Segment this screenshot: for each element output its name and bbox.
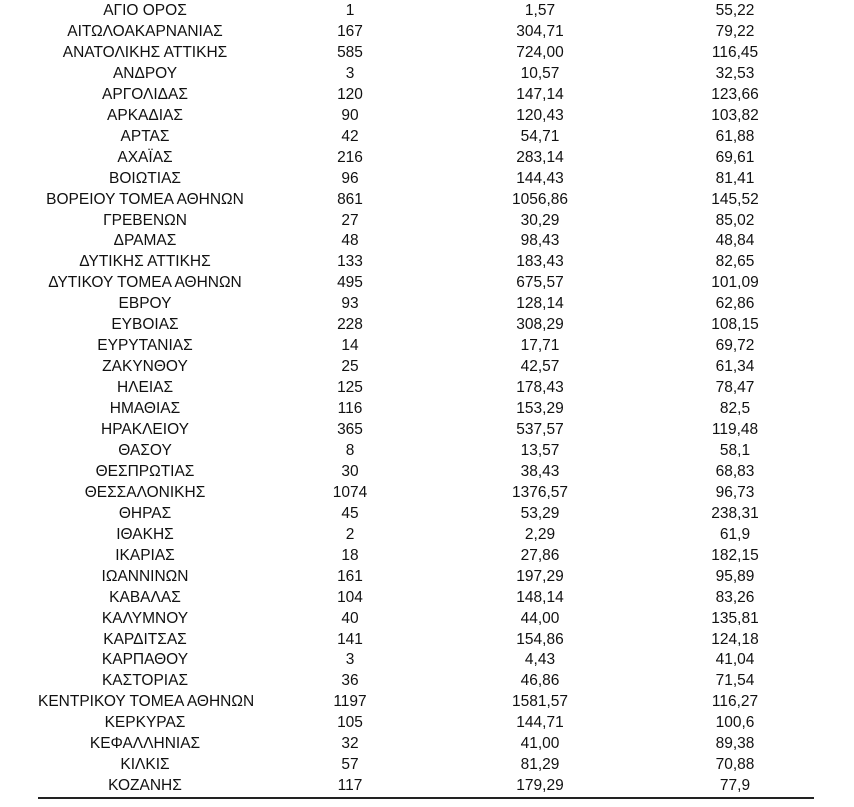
average-cell: 81,29 bbox=[520, 756, 560, 774]
region-cell: ΚΑΣΤΟΡΙΑΣ bbox=[101, 672, 189, 690]
cases-cell: 365 bbox=[337, 421, 363, 438]
region-cell: ΖΑΚΥΝΘΟΥ bbox=[102, 358, 188, 376]
cases-cell: 1074 bbox=[332, 483, 368, 501]
rate-cell: 48,84 bbox=[715, 232, 755, 250]
region-cell: ΔΥΤΙΚΗΣ ΑΤΤΙΚΗΣ bbox=[79, 253, 211, 271]
region-cell: ΚΕΝΤΡΙΚΟΥ ΤΟΜΕΑ ΑΘΗΝΩΝ bbox=[38, 693, 255, 711]
average-cell: 30,29 bbox=[520, 211, 560, 229]
rate-cell: 85,02 bbox=[715, 211, 755, 229]
table-row bbox=[0, 63, 854, 84]
region-cell: ΕΥΡΥΤΑΝΙΑΣ bbox=[97, 337, 193, 355]
rate-cell: 116,45 bbox=[711, 43, 759, 61]
cases-cell: 585 bbox=[337, 43, 363, 61]
average-cell: 1,57 bbox=[524, 2, 556, 19]
rate-cell: 116,27 bbox=[711, 693, 759, 711]
average-cell: 724,00 bbox=[516, 43, 564, 61]
average-cell: 46,86 bbox=[520, 672, 560, 690]
table-row bbox=[0, 293, 854, 314]
rate-cell: 101,09 bbox=[711, 274, 759, 292]
cases-cell: 105 bbox=[337, 714, 363, 732]
cases-cell: 48 bbox=[341, 232, 359, 250]
table-row bbox=[0, 691, 854, 712]
average-cell: 1056,86 bbox=[511, 190, 569, 208]
region-cell: ΚΑΡΠΑΘΟΥ bbox=[101, 651, 189, 669]
average-cell: 44,00 bbox=[520, 609, 560, 627]
average-cell: 38,43 bbox=[520, 462, 560, 480]
cases-cell: 3 bbox=[345, 64, 355, 82]
average-cell: 13,57 bbox=[520, 441, 560, 459]
average-cell: 2,29 bbox=[524, 525, 556, 543]
region-cell: ΑΡΚΑΔΙΑΣ bbox=[107, 106, 183, 124]
rate-cell: 82,65 bbox=[715, 253, 755, 271]
cases-cell: 133 bbox=[337, 253, 363, 271]
cases-cell: 228 bbox=[337, 316, 363, 334]
rate-cell: 100,6 bbox=[715, 714, 755, 732]
cases-cell: 30 bbox=[341, 462, 359, 480]
table-row bbox=[0, 754, 854, 775]
table-bottom-rule bbox=[38, 797, 814, 799]
rate-cell: 62,86 bbox=[715, 295, 755, 313]
table-row bbox=[0, 230, 854, 251]
region-cell: ΑΙΤΩΛΟΑΚΑΡΝΑΝΙΑΣ bbox=[67, 22, 223, 40]
region-cell: ΕΥΒΟΙΑΣ bbox=[111, 316, 179, 334]
cases-cell: 36 bbox=[341, 672, 359, 690]
average-cell: 144,43 bbox=[516, 169, 564, 187]
table-row bbox=[0, 147, 854, 168]
average-cell: 54,71 bbox=[520, 127, 560, 145]
cases-cell: 93 bbox=[341, 295, 359, 313]
region-cell: ΚΑΡΔΙΤΣΑΣ bbox=[103, 630, 187, 648]
rate-cell: 182,15 bbox=[711, 546, 759, 564]
average-cell: 1376,57 bbox=[511, 483, 569, 501]
average-cell: 179,29 bbox=[516, 777, 564, 795]
average-cell: 178,43 bbox=[516, 379, 564, 397]
average-cell: 27,86 bbox=[520, 546, 560, 564]
table-row bbox=[0, 126, 854, 147]
table-row bbox=[0, 84, 854, 105]
average-cell: 154,86 bbox=[516, 630, 564, 648]
region-cell: ΙΘΑΚΗΣ bbox=[116, 525, 174, 543]
cases-cell: 125 bbox=[337, 379, 363, 397]
average-cell: 308,29 bbox=[516, 316, 564, 334]
rate-cell: 124,18 bbox=[711, 630, 759, 648]
cases-cell: 104 bbox=[337, 588, 363, 606]
rate-cell: 32,53 bbox=[715, 64, 755, 82]
region-cell: ΒΟΡΕΙΟΥ ΤΟΜΕΑ ΑΘΗΝΩΝ bbox=[46, 190, 244, 208]
cases-cell: 42 bbox=[341, 127, 359, 145]
table-row bbox=[0, 335, 854, 356]
cases-cell: 8 bbox=[345, 441, 355, 459]
table-row bbox=[0, 189, 854, 210]
average-cell: 10,57 bbox=[520, 64, 560, 82]
region-cell: ΑΝΑΤΟΛΙΚΗΣ ΑΤΤΙΚΗΣ bbox=[62, 43, 228, 61]
rate-cell: 82,5 bbox=[719, 400, 751, 418]
table-row bbox=[0, 377, 854, 398]
rate-cell: 77,9 bbox=[719, 777, 751, 795]
region-cell: ΘΑΣΟΥ bbox=[118, 441, 172, 459]
average-cell: 537,57 bbox=[516, 421, 564, 438]
cases-cell: 1197 bbox=[333, 693, 367, 711]
rate-cell: 119,48 bbox=[711, 421, 759, 438]
rate-cell: 123,66 bbox=[711, 85, 759, 103]
table-row bbox=[0, 168, 854, 189]
average-cell: 17,71 bbox=[520, 337, 560, 355]
region-cell: ΗΡΑΚΛΕΙΟΥ bbox=[101, 421, 189, 438]
rate-cell: 55,22 bbox=[715, 2, 755, 19]
table-row bbox=[0, 42, 854, 63]
table-row bbox=[0, 251, 854, 272]
cases-cell: 3 bbox=[345, 651, 355, 669]
table-row bbox=[0, 210, 854, 231]
average-cell: 98,43 bbox=[520, 232, 560, 250]
table-row bbox=[0, 482, 854, 503]
region-cell: ΑΡΤΑΣ bbox=[120, 127, 170, 145]
region-cell: ΕΒΡΟΥ bbox=[118, 295, 172, 313]
rate-cell: 41,04 bbox=[715, 651, 755, 669]
table-row bbox=[0, 398, 854, 419]
table-row bbox=[0, 503, 854, 524]
rate-cell: 78,47 bbox=[715, 379, 755, 397]
region-cell: ΚΑΛΥΜΝΟΥ bbox=[101, 609, 189, 627]
rate-cell: 69,72 bbox=[715, 337, 755, 355]
cases-cell: 18 bbox=[341, 546, 359, 564]
table-row bbox=[0, 105, 854, 126]
average-cell: 4,43 bbox=[524, 651, 556, 669]
average-cell: 42,57 bbox=[520, 358, 560, 376]
average-cell: 1581,57 bbox=[511, 693, 569, 711]
rate-cell: 61,9 bbox=[719, 525, 751, 543]
average-cell: 53,29 bbox=[520, 504, 560, 522]
rate-cell: 95,89 bbox=[715, 567, 755, 585]
cases-cell: 14 bbox=[341, 337, 359, 355]
rate-cell: 79,22 bbox=[715, 22, 755, 40]
average-cell: 153,29 bbox=[516, 400, 564, 418]
table-row bbox=[0, 649, 854, 670]
region-cell: ΚΕΡΚΥΡΑΣ bbox=[104, 714, 186, 732]
rate-cell: 89,38 bbox=[715, 735, 755, 753]
table-row bbox=[0, 712, 854, 733]
average-cell: 128,14 bbox=[516, 295, 564, 313]
table-row bbox=[0, 775, 854, 796]
rate-cell: 61,88 bbox=[715, 127, 755, 145]
table-row bbox=[0, 629, 854, 650]
rate-cell: 145,52 bbox=[711, 190, 759, 208]
rate-cell: 96,73 bbox=[715, 483, 755, 501]
rate-cell: 70,88 bbox=[715, 756, 755, 774]
table-row bbox=[0, 461, 854, 482]
region-cell: ΘΕΣΣΑΛΟΝΙΚΗΣ bbox=[84, 483, 206, 501]
region-cell: ΑΧΑΪΑΣ bbox=[117, 148, 173, 166]
region-cell: ΑΓΙΟ ΟΡΟΣ bbox=[103, 2, 187, 19]
average-cell: 183,43 bbox=[516, 253, 564, 271]
rate-cell: 103,82 bbox=[711, 106, 759, 124]
cases-cell: 120 bbox=[337, 85, 363, 103]
region-cell: ΓΡΕΒΕΝΩΝ bbox=[103, 211, 187, 229]
rate-cell: 69,61 bbox=[715, 148, 755, 166]
rate-cell: 135,81 bbox=[711, 609, 759, 627]
rate-cell: 68,83 bbox=[715, 462, 755, 480]
cases-cell: 216 bbox=[337, 148, 363, 166]
cases-cell: 861 bbox=[337, 190, 363, 208]
cases-cell: 2 bbox=[345, 525, 355, 543]
average-cell: 304,71 bbox=[516, 22, 564, 40]
table-row bbox=[0, 608, 854, 629]
cases-cell: 167 bbox=[337, 22, 363, 40]
rate-cell: 71,54 bbox=[715, 672, 755, 690]
region-cell: ΔΡΑΜΑΣ bbox=[113, 232, 177, 250]
cases-cell: 25 bbox=[341, 358, 359, 376]
average-cell: 148,14 bbox=[516, 588, 564, 606]
table-row bbox=[0, 272, 854, 293]
table-row bbox=[0, 314, 854, 335]
table-row bbox=[0, 566, 854, 587]
region-cell: ΙΚΑΡΙΑΣ bbox=[115, 546, 175, 564]
average-cell: 144,71 bbox=[516, 714, 564, 732]
rate-cell: 238,31 bbox=[711, 504, 759, 522]
region-cell: ΚΟΖΑΝΗΣ bbox=[108, 777, 182, 795]
region-cell: ΘΕΣΠΡΩΤΙΑΣ bbox=[95, 462, 195, 480]
rate-cell: 108,15 bbox=[711, 316, 759, 334]
average-cell: 283,14 bbox=[516, 148, 564, 166]
region-cell: ΗΛΕΙΑΣ bbox=[116, 379, 174, 397]
table-row bbox=[0, 524, 854, 545]
region-cell: ΚΙΛΚΙΣ bbox=[120, 756, 170, 774]
cases-cell: 116 bbox=[337, 400, 363, 418]
rate-cell: 61,34 bbox=[715, 358, 755, 376]
cases-cell: 90 bbox=[341, 106, 359, 124]
cases-cell: 27 bbox=[341, 211, 359, 229]
cases-cell: 32 bbox=[341, 735, 359, 753]
cases-cell: 141 bbox=[337, 630, 363, 648]
table-row bbox=[0, 545, 854, 566]
rate-cell: 81,41 bbox=[715, 169, 755, 187]
region-cell: ΒΟΙΩΤΙΑΣ bbox=[109, 169, 181, 187]
region-cell: ΑΡΓΟΛΙΔΑΣ bbox=[102, 85, 188, 103]
average-cell: 197,29 bbox=[516, 567, 564, 585]
table-row bbox=[0, 587, 854, 608]
cases-cell: 117 bbox=[337, 777, 363, 795]
cases-cell: 45 bbox=[341, 504, 359, 522]
cases-cell: 96 bbox=[341, 169, 359, 187]
table-row bbox=[0, 440, 854, 461]
table-row bbox=[0, 670, 854, 691]
cases-cell: 40 bbox=[341, 609, 359, 627]
average-cell: 675,57 bbox=[516, 274, 564, 292]
table-row bbox=[0, 419, 854, 440]
rate-cell: 58,1 bbox=[719, 441, 751, 459]
average-cell: 147,14 bbox=[516, 85, 564, 103]
cases-cell: 495 bbox=[337, 274, 363, 292]
rate-cell: 83,26 bbox=[715, 588, 755, 606]
region-cell: ΚΑΒΑΛΑΣ bbox=[109, 588, 181, 606]
average-cell: 41,00 bbox=[520, 735, 560, 753]
region-cell: ΙΩΑΝΝΙΝΩΝ bbox=[101, 567, 189, 585]
table-row bbox=[0, 0, 854, 21]
average-cell: 120,43 bbox=[516, 106, 564, 124]
cases-cell: 57 bbox=[341, 756, 359, 774]
cases-cell: 1 bbox=[345, 2, 355, 19]
region-cell: ΘΗΡΑΣ bbox=[118, 504, 172, 522]
region-cell: ΚΕΦΑΛΛΗΝΙΑΣ bbox=[89, 735, 201, 753]
table-row bbox=[0, 356, 854, 377]
region-cell: ΗΜΑΘΙΑΣ bbox=[109, 400, 181, 418]
table-row bbox=[0, 21, 854, 42]
region-cell: ΔΥΤΙΚΟΥ ΤΟΜΕΑ ΑΘΗΝΩΝ bbox=[48, 274, 242, 292]
region-cell: ΑΝΔΡΟΥ bbox=[112, 64, 178, 82]
table-row bbox=[0, 733, 854, 754]
cases-cell: 161 bbox=[337, 567, 363, 585]
